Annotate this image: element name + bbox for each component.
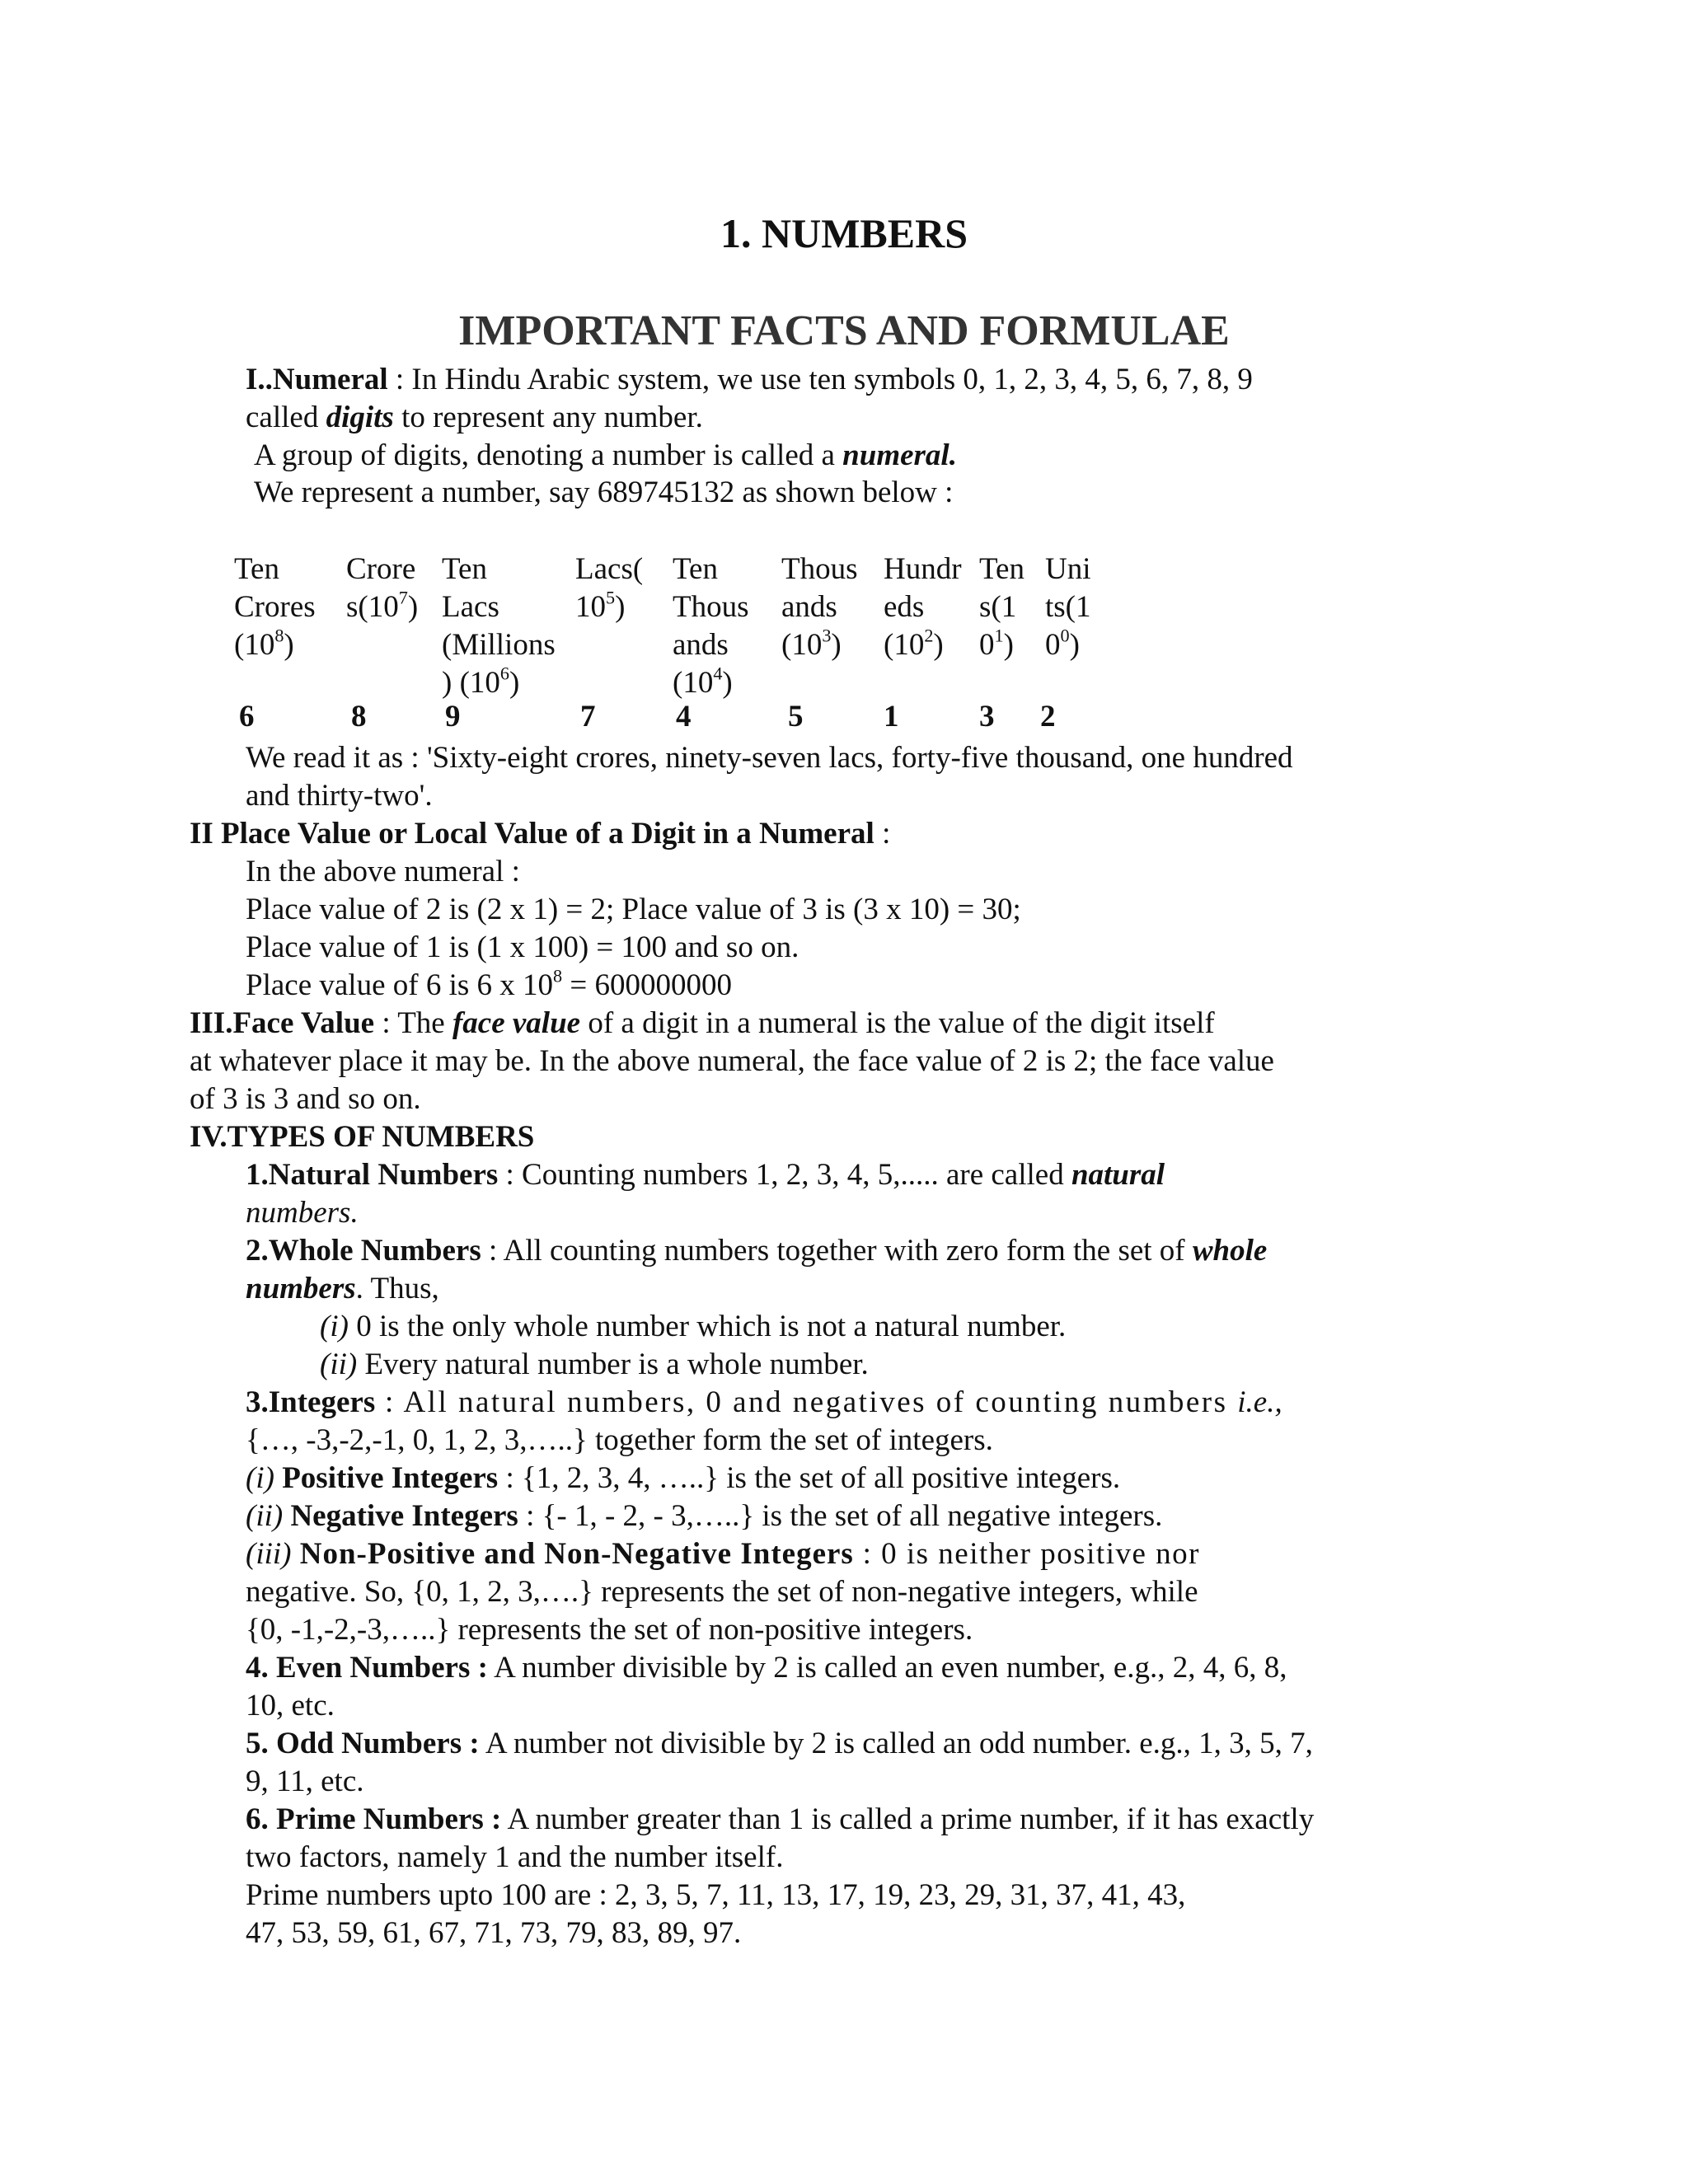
integers-line-1: 3.Integers : All natural numbers, 0 and negatives of counting numbers i.e., <box>246 1385 1282 1419</box>
section-heading: IMPORTANT FACTS AND FORMULAE <box>458 307 1230 354</box>
place-value-digit: 1 <box>884 700 899 733</box>
place-value-header-line: ts(1 <box>1045 590 1091 624</box>
place-value-column-header <box>1045 551 1091 664</box>
odd-numbers-line-2: 9, 11, etc. <box>246 1765 364 1798</box>
read-as-line-1: We read it as : 'Sixty-eight crores, ninety-seven lacs, forty-five thousand, one hundred <box>246 741 1293 775</box>
place-value-header-line: $0^0$) <box>1045 625 1080 662</box>
place-value-header-line: Ten <box>979 552 1025 586</box>
face-value-label: III.Face Value <box>190 1006 375 1040</box>
place-value-digit: 5 <box>788 700 804 733</box>
place-value-header-line: ) $(10^6)$ <box>442 663 520 700</box>
place-value-header-line: Lacs( <box>575 552 644 586</box>
prime-numbers-line-1: 6. Prime Numbers : A number greater than 1 is called a prime number, if it has exactly <box>246 1802 1315 1836</box>
place-value-line-4: Place value of 6 is 6 x $10^8 = 600000000$ <box>246 965 732 1002</box>
place-value-header-line: Thous <box>781 552 858 586</box>
numeral-label: I..Numeral <box>246 363 388 396</box>
place-value-header-line: Crore <box>346 552 416 586</box>
whole-numbers-item-2: (ii) Every natural number is a whole number. <box>320 1347 869 1381</box>
place-value-header-line: $(10^4)$ <box>673 663 733 700</box>
place-value-column-header <box>673 551 749 702</box>
place-value-header-line: Lacs <box>442 590 499 624</box>
place-value-header-line: ands <box>781 590 837 624</box>
place-value-digit: 6 <box>239 700 255 733</box>
place-value-header-line: Uni <box>1045 552 1091 586</box>
non-positive-integers-line-3: {0, -1,-2,-3,…..} represents the set of non-positive integers. <box>246 1613 973 1647</box>
place-value-digit: 7 <box>580 700 596 733</box>
place-value-line-3: Place value of 1 is (1 x 100) = 100 and so on. <box>246 930 799 964</box>
page-title: 1. NUMBERS <box>720 210 968 256</box>
prime-numbers-line-4: 47, 53, 59, 61, 67, 71, 73, 79, 83, 89, 97. <box>246 1916 742 1950</box>
place-value-line-2: Place value of 2 is (2 x 1) = 2; Place value of 3 is (3 x 10) = 30; <box>246 893 1021 926</box>
place-value-header-line: Thous <box>673 590 749 624</box>
positive-integers-line: (i) Positive Integers : {1, 2, 3, 4, …..} is the set of all positive integers. <box>246 1461 1121 1495</box>
natural-numbers-line-1: 1.Natural Numbers : Counting numbers 1, 2, 3, 4, 5,..... are called natural <box>246 1158 1165 1192</box>
place-value-header-line: $(10^8)$ <box>234 625 294 662</box>
place-value-column-header <box>781 551 858 664</box>
non-positive-integers-line-1: (iii) Non-Positive and Non-Negative Integers : 0 is neither positive nor <box>246 1537 1200 1571</box>
odd-numbers-line-1: 5. Odd Numbers : A number not divisible by 2 is called an odd number. e.g., 1, 3, 5, 7, <box>246 1727 1313 1760</box>
face-value-line-3: of 3 is 3 and so on. <box>190 1082 421 1116</box>
place-value-column-header <box>346 551 418 626</box>
place-value-header-line: Hundr <box>884 552 962 586</box>
prime-numbers-line-2: two factors, namely 1 and the number itself. <box>246 1840 784 1874</box>
place-value-header-line: Ten <box>673 552 718 586</box>
place-value-column-header <box>575 551 643 626</box>
place-value-heading: II Place Value or Local Value of a Digit in a Numeral : <box>190 817 891 851</box>
even-numbers-line-1: 4. Even Numbers : A number divisible by 2 is called an even number, e.g., 2, 4, 6, 8, <box>246 1651 1287 1685</box>
place-value-header-line: Ten <box>442 552 487 586</box>
integers-line-2: {…, -3,-2,-1, 0, 1, 2, 3,…..} together form the set of integers. <box>246 1423 993 1457</box>
even-numbers-line-2: 10, etc. <box>246 1689 335 1722</box>
place-value-header-line: $s(10^7)$ <box>346 587 419 624</box>
place-value-header-line: eds <box>884 590 925 624</box>
place-value-column-header <box>442 551 556 702</box>
read-as-line-2: and thirty-two'. <box>246 779 433 813</box>
place-value-digit: 8 <box>351 700 367 733</box>
natural-numbers-line-2: numbers. <box>246 1196 359 1230</box>
numeral-term: numeral. <box>842 438 957 472</box>
numeral-line-1: I..Numeral : In Hindu Arabic system, we use ten symbols 0, 1, 2, 3, 4, 5, 6, 7, 8, 9 <box>246 363 1253 396</box>
place-value-column-header <box>234 551 316 664</box>
place-value-digit: 3 <box>979 700 995 733</box>
negative-integers-line: (ii) Negative Integers : {- 1, - 2, - 3,…..} is the set of all negative integers. <box>246 1499 1163 1533</box>
whole-numbers-line-1: 2.Whole Numbers : All counting numbers together with zero form the set of whole <box>246 1234 1268 1268</box>
types-of-numbers-heading: IV.TYPES OF NUMBERS <box>190 1120 535 1154</box>
place-value-header-line: s(1 <box>979 590 1017 624</box>
place-value-header-line: $(10^2)$ <box>884 625 944 662</box>
non-positive-integers-line-2: negative. So, {0, 1, 2, 3,….} represents the set of non-negative integers, while <box>246 1575 1198 1609</box>
place-value-header-line: ands <box>673 628 729 662</box>
place-value-digit: 4 <box>676 700 692 733</box>
place-value-digit: 9 <box>445 700 461 733</box>
numeral-line-4: We represent a number, say 689745132 as shown below : <box>254 476 954 509</box>
face-value-line-1: III.Face Value : The face value of a digit in a numeral is the value of the digit itself <box>190 1006 1215 1040</box>
digits-term: digits <box>326 401 394 434</box>
place-value-header-line: $0^1$) <box>979 625 1014 662</box>
numeral-line-3: A group of digits, denoting a number is called a numeral. <box>254 438 957 472</box>
place-value-header-line: $(10^3)$ <box>781 625 842 662</box>
place-value-header-line: (Millions <box>442 628 556 662</box>
place-value-line-1: In the above numeral : <box>246 855 520 888</box>
place-value-digit: 2 <box>1040 700 1056 733</box>
whole-numbers-item-1: (i) 0 is the only whole number which is not a natural number. <box>320 1310 1067 1343</box>
place-value-header-line: $10^5$) <box>575 587 626 624</box>
place-value-column-header <box>884 551 962 664</box>
whole-numbers-line-2: numbers. Thus, <box>246 1272 439 1305</box>
place-value-header-line: Ten <box>234 552 279 586</box>
numeral-line-2: called digits to represent any number. <box>246 401 703 434</box>
place-value-header-line: Crores <box>234 590 316 624</box>
prime-numbers-line-3: Prime numbers upto 100 are : 2, 3, 5, 7, 11, 13, 17, 19, 23, 29, 31, 37, 41, 43, <box>246 1878 1186 1912</box>
face-value-line-2: at whatever place it may be. In the above numeral, the face value of 2 is 2; the face value <box>190 1044 1274 1078</box>
place-value-column-header <box>979 551 1025 664</box>
